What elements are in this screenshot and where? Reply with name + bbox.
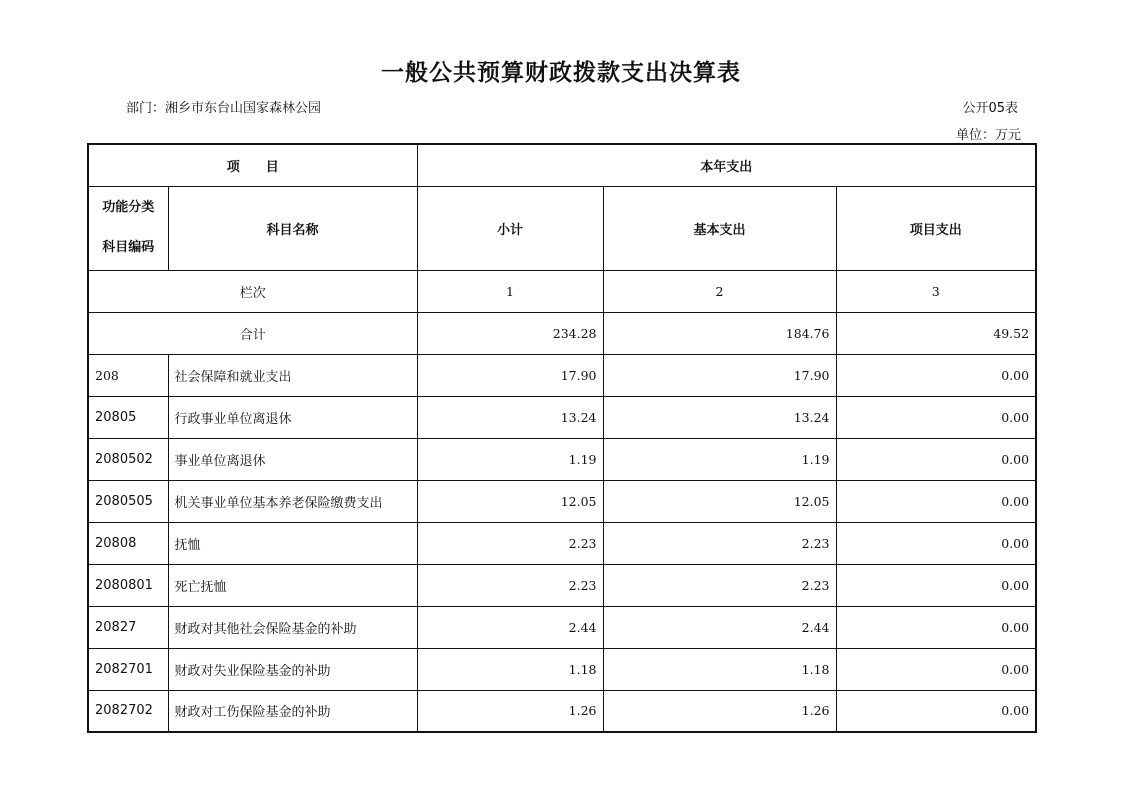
row-project: 0.00 <box>836 480 1036 522</box>
department-label: 部门：湘乡市东台山国家森林公园 <box>126 101 322 116</box>
header-project: 项目支出 <box>836 186 1036 270</box>
unit-label: 单位：万元 <box>955 128 1021 143</box>
row-name: 财政对其他社会保险基金的补助 <box>168 606 417 648</box>
row-project: 0.00 <box>836 396 1036 438</box>
row-subtotal: 12.05 <box>417 480 603 522</box>
row-basic: 17.90 <box>603 354 836 396</box>
header-current-year: 本年支出 <box>417 144 1036 186</box>
table-row <box>88 564 1036 606</box>
header-code <box>88 186 168 270</box>
row-name: 行政事业单位离退休 <box>168 396 417 438</box>
row-project: 0.00 <box>836 690 1036 732</box>
row-name: 财政对工伤保险基金的补助 <box>168 690 417 732</box>
row-name: 事业单位离退休 <box>168 438 417 480</box>
row-basic: 1.18 <box>603 648 836 690</box>
header-subtotal: 小计 <box>417 186 603 270</box>
total-subtotal: 234.28 <box>417 312 603 354</box>
header-basic: 基本支出 <box>603 186 836 270</box>
table-row <box>88 480 1036 522</box>
row-subtotal: 1.26 <box>417 690 603 732</box>
row-project: 0.00 <box>836 354 1036 396</box>
header-row-1 <box>88 144 1036 186</box>
total-basic: 184.76 <box>603 312 836 354</box>
table-row <box>88 522 1036 564</box>
row-subtotal: 2.44 <box>417 606 603 648</box>
row-basic: 13.24 <box>603 396 836 438</box>
row-code: 20805 <box>88 396 168 438</box>
header-item: 项 目 <box>88 144 417 186</box>
row-subtotal: 17.90 <box>417 354 603 396</box>
document-title: 一般公共预算财政拨款支出决算表 <box>381 60 741 86</box>
row-basic: 12.05 <box>603 480 836 522</box>
table-row <box>88 438 1036 480</box>
row-code: 2082702 <box>88 690 168 732</box>
row-name: 财政对失业保险基金的补助 <box>168 648 417 690</box>
row-basic: 2.23 <box>603 522 836 564</box>
table-row <box>88 648 1036 690</box>
form-number: 公开05表 <box>962 101 1018 116</box>
row-code: 2082701 <box>88 648 168 690</box>
header-row-2 <box>88 186 1036 270</box>
row-subtotal: 2.23 <box>417 564 603 606</box>
column-number-3: 3 <box>836 270 1036 312</box>
column-number-label: 栏次 <box>88 270 417 312</box>
total-row <box>88 312 1036 354</box>
total-label: 合计 <box>88 312 417 354</box>
header-code-line1: 功能分类 <box>102 200 155 215</box>
row-basic: 1.19 <box>603 438 836 480</box>
row-subtotal: 2.23 <box>417 522 603 564</box>
header-subject-name: 科目名称 <box>168 186 417 270</box>
row-subtotal: 13.24 <box>417 396 603 438</box>
table-row <box>88 606 1036 648</box>
row-name: 社会保障和就业支出 <box>168 354 417 396</box>
row-code: 2080502 <box>88 438 168 480</box>
total-project: 49.52 <box>836 312 1036 354</box>
row-code: 20808 <box>88 522 168 564</box>
column-number-1: 1 <box>417 270 603 312</box>
table-row <box>88 354 1036 396</box>
row-basic: 1.26 <box>603 690 836 732</box>
row-project: 0.00 <box>836 438 1036 480</box>
table-row <box>88 396 1036 438</box>
row-subtotal: 1.18 <box>417 648 603 690</box>
expenditure-table <box>87 143 1037 733</box>
row-code: 208 <box>88 354 168 396</box>
row-code: 20827 <box>88 606 168 648</box>
row-name: 死亡抚恤 <box>168 564 417 606</box>
row-name: 机关事业单位基本养老保险缴费支出 <box>168 480 417 522</box>
header-code-line2: 科目编码 <box>102 240 155 255</box>
column-number-row <box>88 270 1036 312</box>
row-project: 0.00 <box>836 522 1036 564</box>
row-name: 抚恤 <box>168 522 417 564</box>
row-basic: 2.44 <box>603 606 836 648</box>
table-row <box>88 690 1036 732</box>
row-basic: 2.23 <box>603 564 836 606</box>
row-code: 2080505 <box>88 480 168 522</box>
row-subtotal: 1.19 <box>417 438 603 480</box>
row-project: 0.00 <box>836 564 1036 606</box>
row-project: 0.00 <box>836 606 1036 648</box>
row-code: 2080801 <box>88 564 168 606</box>
column-number-2: 2 <box>603 270 836 312</box>
row-project: 0.00 <box>836 648 1036 690</box>
